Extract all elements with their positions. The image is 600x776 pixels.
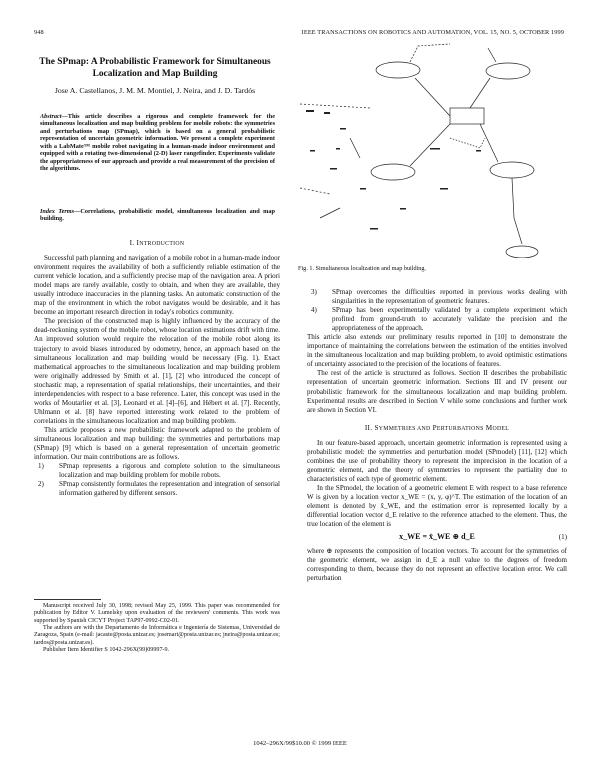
footnote-paragraph: Publisher Item Identifier S 1042-296X(99)09997-9. xyxy=(43,647,170,654)
index-terms xyxy=(40,208,275,223)
abstract-label: Abstract— xyxy=(40,113,68,120)
page-footer: 1042–296X/99$10.00 © 1999 IEEE xyxy=(253,740,347,747)
right-column xyxy=(307,288,567,583)
paragraph: This article also extends our preliminary results reported in [10] to demonstrate the importance of maintaining the correlations between the estimation of the entities involved in the simultaneous localization and map building problem, to avoid optimistic estimations of uncertainty associated to the precision of the locations of features. xyxy=(307,333,567,369)
list-item xyxy=(38,462,280,480)
paragraph: In the SPmodel, the location of a geometric element E with respect to a base reference W is given by a location vector x_WE = (x, y, φ)^T. The estimation of the location of an element is denoted by x̂_WE, and the estimation error is represented locally by a differential location vector d_E relative to the reference attached to the element. Thus, the true location of the element is xyxy=(307,483,567,529)
abstract-text: This article describes a rigorous and complete framework for the simultaneous localization and map building problem for mobile robots: the symmetries and perturbations map (SPmap), which is based on a general probabilistic representation of uncertain geometric information. We present a complete experiment with a LabMate™ mobile robot navigating in a human-made indoor environment and equipped with a rotating two-dimensional (2-D) laser rangefinder. Experiments validate the appropriateness of our approach and provide a real measurement of the precision of the algorithms. xyxy=(40,113,275,173)
list-text: SPmap represents a rigorous and complete solution to the simultaneous localization and map building problem for mobile robots. xyxy=(59,462,280,480)
page-number: 948 xyxy=(34,29,44,36)
list-text: SPmap consistently formulates the representation and integration of sensorial information gathered by different sensors. xyxy=(59,480,280,498)
section-numeral: I. xyxy=(129,239,135,247)
section-heading-spmodel xyxy=(307,424,567,434)
author-list: Jose A. Castellanos, J. M. M. Montiel, J. Neira, and J. D. Tardós xyxy=(54,86,256,95)
footnote-paragraph: The authors are with the Departamento de Informática e Ingeniería de Sistemas, Universidad de Zaragoza, Spain (e-mail: jacaste@posta.unizar.es; josemari@posta.unizar.es; jneira@posta.unizar.es; tardos@posta.unizar.es). xyxy=(34,625,280,646)
list-number: 3) xyxy=(311,288,317,296)
left-column xyxy=(34,239,280,498)
abstract xyxy=(40,113,275,173)
heading-initial: S xyxy=(374,423,379,432)
equation-row xyxy=(307,532,567,544)
heading-initial: P xyxy=(432,423,437,432)
diagram-node xyxy=(490,162,534,178)
figure-caption: Fig. 1. Simultaneous localization and map building. xyxy=(298,265,427,272)
index-terms-label: Index Terms— xyxy=(40,208,81,215)
paragraph: In our feature-based approach, uncertain geometric information is represented using a probabilistic model: the symmetries and perturbation model (SPmodel) [11], [12] which combines the use of probability theory to represent the imprecision in the location of a geometric element, and the theory of symmetries to represent the partiality due to characteristics of each type of geometric element. xyxy=(307,438,567,483)
heading-initial: M xyxy=(485,423,493,432)
paragraph: where ⊕ represents the composition of location vectors. To account for the symmetries of the geometric element, we assign in d_E a null value to the degrees of freedom corresponding to them, because they do not represent an effective location error. We call perturbation xyxy=(307,547,567,583)
footnote-paragraph: Manuscript received July 30, 1998; revised May 25, 1999. This paper was recommended for publication by Editor V. Lumelsky upon evaluation of the reviewers' comments. This work was supported by Spanish CICYT Project TAP97-0992-C02-01. xyxy=(34,603,280,624)
list-text: SPmap overcomes the difficulties reported in previous works dealing with singularities in the representation of geometric features. xyxy=(332,288,567,306)
equation: x_WE = x̂_WE ⊕ d_E xyxy=(399,532,475,542)
list-number: 4) xyxy=(311,306,317,315)
paragraph: The rest of the article is structured as follows. Section II describes the probabilistic representation of uncertain geometric information. Sections III and IV present our probabilistic framework for the simultaneous localization and map building problem. Experimental results are described in Section V while some conclusions and further work are shown in Section VI. xyxy=(307,369,567,414)
paragraph: This article proposes a new probabilistic framework adapted to the problem of simultaneous localization and map building: the symmetries and perturbations map (SPmap) [9] which is based on a general representation of uncertain geometric information. Our main contributions are as follows. xyxy=(34,425,280,462)
heading-rest: NTRODUCTION xyxy=(139,241,185,247)
heading-initial: I xyxy=(136,239,140,247)
paper-title: The SPmap: A Probabilistic Framework for Simultaneous Localization and Map Building xyxy=(39,57,271,79)
paragraph: The precision of the constructed map is highly influenced by the accuracy of the dead-reckoning system of the mobile robot, whose location estimations drift with time. An improved solution would require the relocation of the mobile robot along its trajectory to avoid biases introduced by odometry, hence, an approach based on the simultaneous localization and map building would be necessary (Fig. 1). Exact mathematical approaches to the simultaneous localization and map building problem were originally addressed by Smith et al. [1], [2] who introduced the concept of stochastic map, a representation of spatial relationships, their uncertainties, and their interdependencies with respect to a base reference. Later, this concept was used in the works of Moutarlier et al. [3], Leonard et al. [4]–[6], and Hébert et al. [7]. Recently, Uhlmann et al. [8] have reported interesting work related to the problem of correlations in the simultaneous localization and map building problem. xyxy=(34,317,280,425)
list-number: 1) xyxy=(38,462,44,471)
diagram-box xyxy=(450,108,484,124)
figure-1-diagram xyxy=(300,38,562,258)
list-item xyxy=(38,480,280,498)
list-number: 2) xyxy=(38,480,44,489)
index-terms-text: Correlations, probabilistic model, simultaneous localization and map building. xyxy=(40,208,275,223)
heading-rest: ODEL xyxy=(492,425,510,432)
section-heading-introduction xyxy=(34,239,280,249)
list-item xyxy=(311,306,567,333)
diagram-node xyxy=(486,63,530,79)
list-text: SPmap has been experimentally validated by a complete experiment which profited from ground-truth to accurately validate the precision and the appropriateness of the approach. xyxy=(332,306,567,333)
equation-number: (1) xyxy=(558,533,567,542)
section-numeral: II. xyxy=(364,423,373,432)
footnote-rule xyxy=(34,599,101,600)
contribution-list-continued xyxy=(307,288,567,333)
diagram-node xyxy=(371,164,415,180)
paragraph: Successful path planning and navigation of a mobile robot in a human-made indoor environment requires the availability of both a sufficiently reliable estimation of the current vehicle location, and a sufficiently precise map of the navigation area. A priori model maps are rarely available, costly to obtain, and when they are available, they usually introduce inaccuracies in the planning tasks. An automatic construction of the map of the environment in which the robot navigates would be desirable, and it has become an important research direction in today's robotics community. xyxy=(34,254,280,317)
diagram-node xyxy=(506,246,538,258)
journal-header: IEEE TRANSACTIONS ON ROBOTICS AND AUTOMATION, VOL. 15, NO. 5, OCTOBER 1999 xyxy=(301,29,564,36)
list-item xyxy=(311,288,567,306)
contribution-list xyxy=(34,462,280,498)
heading-rest: ERTURBATIONS xyxy=(436,425,484,432)
heading-rest: YMMETRIES AND xyxy=(378,425,431,432)
footnote xyxy=(34,603,280,654)
diagram-node xyxy=(376,62,420,78)
